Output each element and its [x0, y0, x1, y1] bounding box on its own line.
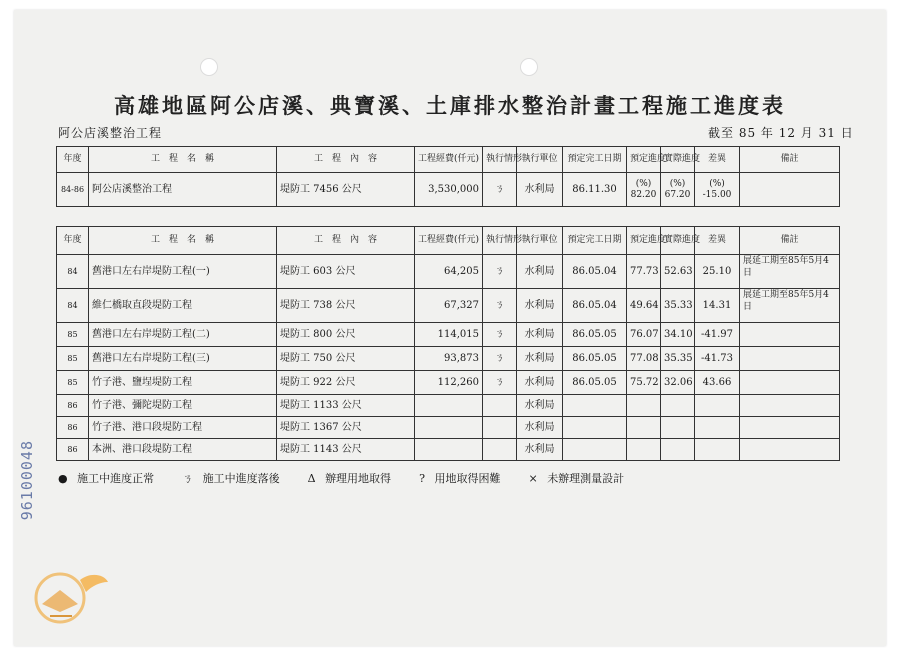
- header-actual: 實際進度: [661, 147, 695, 173]
- summary-table: [56, 146, 840, 207]
- cell-diff: [695, 395, 740, 417]
- cell-actual: 32.06: [661, 371, 695, 395]
- cell-due: [563, 439, 627, 461]
- cell-actual: [661, 395, 695, 417]
- cell-actual: 35.35: [661, 347, 695, 371]
- cell-remark: [740, 395, 840, 417]
- cell-status: ㄋ: [483, 173, 517, 207]
- table-row: [57, 255, 840, 289]
- planned-unit: (%): [635, 178, 652, 189]
- cell-planned: 76.07: [627, 323, 661, 347]
- table-row: [57, 323, 840, 347]
- cell-year: 86: [57, 417, 89, 439]
- cell-agency: 水利局: [517, 323, 563, 347]
- cell-budget: 64,205: [415, 255, 483, 289]
- header-planned: 預定進度: [627, 227, 661, 255]
- cell-remark: [740, 323, 840, 347]
- cell-agency: 水利局: [517, 417, 563, 439]
- cell-name: 竹子港、彌陀堤防工程: [89, 395, 277, 417]
- cell-budget: 112,260: [415, 371, 483, 395]
- cell-due: [563, 395, 627, 417]
- cell-year: 84-86: [57, 173, 89, 207]
- cell-year: 85: [57, 371, 89, 395]
- cell-budget: 93,873: [415, 347, 483, 371]
- cell-agency: 水利局: [517, 173, 563, 207]
- cell-due: 86.05.05: [563, 371, 627, 395]
- cell-content: 堤防工 750 公尺: [277, 347, 415, 371]
- legend-label: 施工中進度正常: [77, 472, 155, 485]
- cell-status: [483, 439, 517, 461]
- cell-planned: 75.72: [627, 371, 661, 395]
- legend-symbol: ㄋ: [182, 472, 194, 485]
- cell-budget: [415, 439, 483, 461]
- cell-agency: 水利局: [517, 255, 563, 289]
- section-subtitle: 阿公店溪整治工程: [58, 126, 163, 140]
- header-due: 預定完工日期: [563, 227, 627, 255]
- cell-diff: [695, 173, 740, 207]
- cell-planned: 77.73: [627, 255, 661, 289]
- legend-label: 辦理用地取得: [325, 472, 392, 485]
- cell-planned: [627, 173, 661, 207]
- cell-name: 阿公店溪整治工程: [89, 173, 277, 207]
- cell-diff: 25.10: [695, 255, 740, 289]
- document-title: 高雄地區阿公店溪、典寶溪、土庫排水整治計畫工程施工進度表: [114, 93, 786, 118]
- header-status: 執行情形: [483, 227, 517, 255]
- cell-diff: 14.31: [695, 289, 740, 323]
- cell-year: 85: [57, 323, 89, 347]
- header-budget: 工程經費(仟元): [415, 227, 483, 255]
- header-remark: 備註: [740, 147, 840, 173]
- as-of-date: 截至 85 年 12 月 31 日: [708, 126, 854, 140]
- cell-due: [563, 417, 627, 439]
- archive-logo-icon: [20, 560, 116, 630]
- cell-content: 堤防工 603 公尺: [277, 255, 415, 289]
- cell-agency: 水利局: [517, 347, 563, 371]
- cell-content: 堤防工 1367 公尺: [277, 417, 415, 439]
- legend-symbol: ●: [58, 472, 68, 485]
- header-status: 執行情形: [483, 147, 517, 173]
- table-row: [57, 417, 840, 439]
- cell-status: ㄋ: [483, 255, 517, 289]
- cell-year: 86: [57, 439, 89, 461]
- cell-diff: [695, 417, 740, 439]
- cell-name: 舊港口左右岸堤防工程(二): [89, 323, 277, 347]
- cell-diff: [695, 439, 740, 461]
- cell-status: ㄋ: [483, 289, 517, 323]
- diff-unit: (%): [709, 178, 725, 189]
- cell-name: 竹子港、港口段堤防工程: [89, 417, 277, 439]
- cell-budget: 67,327: [415, 289, 483, 323]
- table-header-row: [57, 227, 840, 255]
- header-agency: 執行單位: [517, 147, 563, 173]
- legend-symbol: ?: [419, 472, 425, 485]
- header-remark: 備註: [740, 227, 840, 255]
- actual-unit: (%): [669, 178, 686, 189]
- cell-content: 堤防工 922 公尺: [277, 371, 415, 395]
- cell-remark: 展延工期至85年5月4日: [740, 289, 840, 323]
- cell-remark: [740, 439, 840, 461]
- cell-budget: [415, 395, 483, 417]
- cell-agency: 水利局: [517, 371, 563, 395]
- legend-label: 施工中進度落後: [202, 472, 280, 485]
- table-row: [57, 439, 840, 461]
- cell-content: 堤防工 7456 公尺: [277, 173, 415, 207]
- cell-status: [483, 417, 517, 439]
- cell-name: 本洲、港口段堤防工程: [89, 439, 277, 461]
- legend-item: [419, 470, 500, 486]
- cell-status: ㄋ: [483, 323, 517, 347]
- legend-item: [58, 470, 154, 486]
- cell-planned: [627, 417, 661, 439]
- cell-remark: [740, 417, 840, 439]
- cell-name: 維仁橋取直段堤防工程: [89, 289, 277, 323]
- legend-label: 未辦理測量設計: [547, 472, 625, 485]
- header-due: 預定完工日期: [563, 147, 627, 173]
- cell-budget: 114,015: [415, 323, 483, 347]
- cell-status: ㄋ: [483, 347, 517, 371]
- cell-agency: 水利局: [517, 395, 563, 417]
- cell-actual: [661, 173, 695, 207]
- cell-status: [483, 395, 517, 417]
- cell-planned: 49.64: [627, 289, 661, 323]
- cell-due: 86.05.04: [563, 289, 627, 323]
- cell-due: 86.11.30: [563, 173, 627, 207]
- legend-item: [182, 470, 280, 486]
- planned-value: 82.20: [630, 189, 657, 200]
- cell-name: 竹子港、鹽埕堤防工程: [89, 371, 277, 395]
- cell-due: 86.05.05: [563, 323, 627, 347]
- cell-agency: 水利局: [517, 289, 563, 323]
- header-diff: 差異: [695, 147, 740, 173]
- cell-due: 86.05.04: [563, 255, 627, 289]
- cell-planned: [627, 395, 661, 417]
- cell-remark: [740, 347, 840, 371]
- cell-actual: 52.63: [661, 255, 695, 289]
- legend: [58, 470, 624, 486]
- legend-symbol: ×: [528, 472, 538, 485]
- diff-value: -15.00: [702, 189, 732, 200]
- header-budget: 工程經費(仟元): [415, 147, 483, 173]
- cell-content: 堤防工 1143 公尺: [277, 439, 415, 461]
- cell-diff: -41.73: [695, 347, 740, 371]
- header-agency: 執行單位: [517, 227, 563, 255]
- cell-budget: [415, 417, 483, 439]
- punch-hole-right: [520, 58, 538, 76]
- cell-actual: [661, 417, 695, 439]
- legend-label: 用地取得困難: [434, 472, 501, 485]
- cell-budget: 3,530,000: [415, 173, 483, 207]
- cell-year: 84: [57, 289, 89, 323]
- cell-name: 舊港口左右岸堤防工程(一): [89, 255, 277, 289]
- cell-content: 堤防工 1133 公尺: [277, 395, 415, 417]
- header-year: 年度: [57, 147, 89, 173]
- detail-table: [56, 226, 840, 461]
- header-content: 工 程 內 容: [277, 147, 415, 173]
- actual-value: 67.20: [664, 189, 691, 200]
- cell-content: 堤防工 738 公尺: [277, 289, 415, 323]
- table-row: [57, 173, 840, 207]
- legend-item: [528, 470, 624, 486]
- cell-status: ㄋ: [483, 371, 517, 395]
- cell-year: 86: [57, 395, 89, 417]
- cell-actual: [661, 439, 695, 461]
- cell-planned: 77.08: [627, 347, 661, 371]
- header-name: 工 程 名 稱: [89, 147, 277, 173]
- legend-symbol: Δ: [307, 472, 316, 485]
- legend-item: [308, 470, 391, 486]
- cell-diff: 43.66: [695, 371, 740, 395]
- header-actual: 實際進度: [661, 227, 695, 255]
- cell-remark: 展延工期至85年5月4日: [740, 255, 840, 289]
- cell-remark: [740, 173, 840, 207]
- punch-hole-left: [200, 58, 218, 76]
- cell-diff: -41.97: [695, 323, 740, 347]
- header-planned: 預定進度: [627, 147, 661, 173]
- header-year: 年度: [57, 227, 89, 255]
- header-content: 工 程 內 容: [277, 227, 415, 255]
- cell-agency: 水利局: [517, 439, 563, 461]
- table-row: [57, 347, 840, 371]
- table-row: [57, 371, 840, 395]
- table-header-row: [57, 147, 840, 173]
- table-row: [57, 289, 840, 323]
- header-name: 工 程 名 稱: [89, 227, 277, 255]
- cell-name: 舊港口左右岸堤防工程(三): [89, 347, 277, 371]
- cell-year: 85: [57, 347, 89, 371]
- archive-number: 96100048: [18, 440, 36, 521]
- cell-planned: [627, 439, 661, 461]
- cell-actual: 35.33: [661, 289, 695, 323]
- header-diff: 差異: [695, 227, 740, 255]
- cell-content: 堤防工 800 公尺: [277, 323, 415, 347]
- cell-remark: [740, 371, 840, 395]
- cell-due: 86.05.05: [563, 347, 627, 371]
- cell-actual: 34.10: [661, 323, 695, 347]
- cell-year: 84: [57, 255, 89, 289]
- table-row: [57, 395, 840, 417]
